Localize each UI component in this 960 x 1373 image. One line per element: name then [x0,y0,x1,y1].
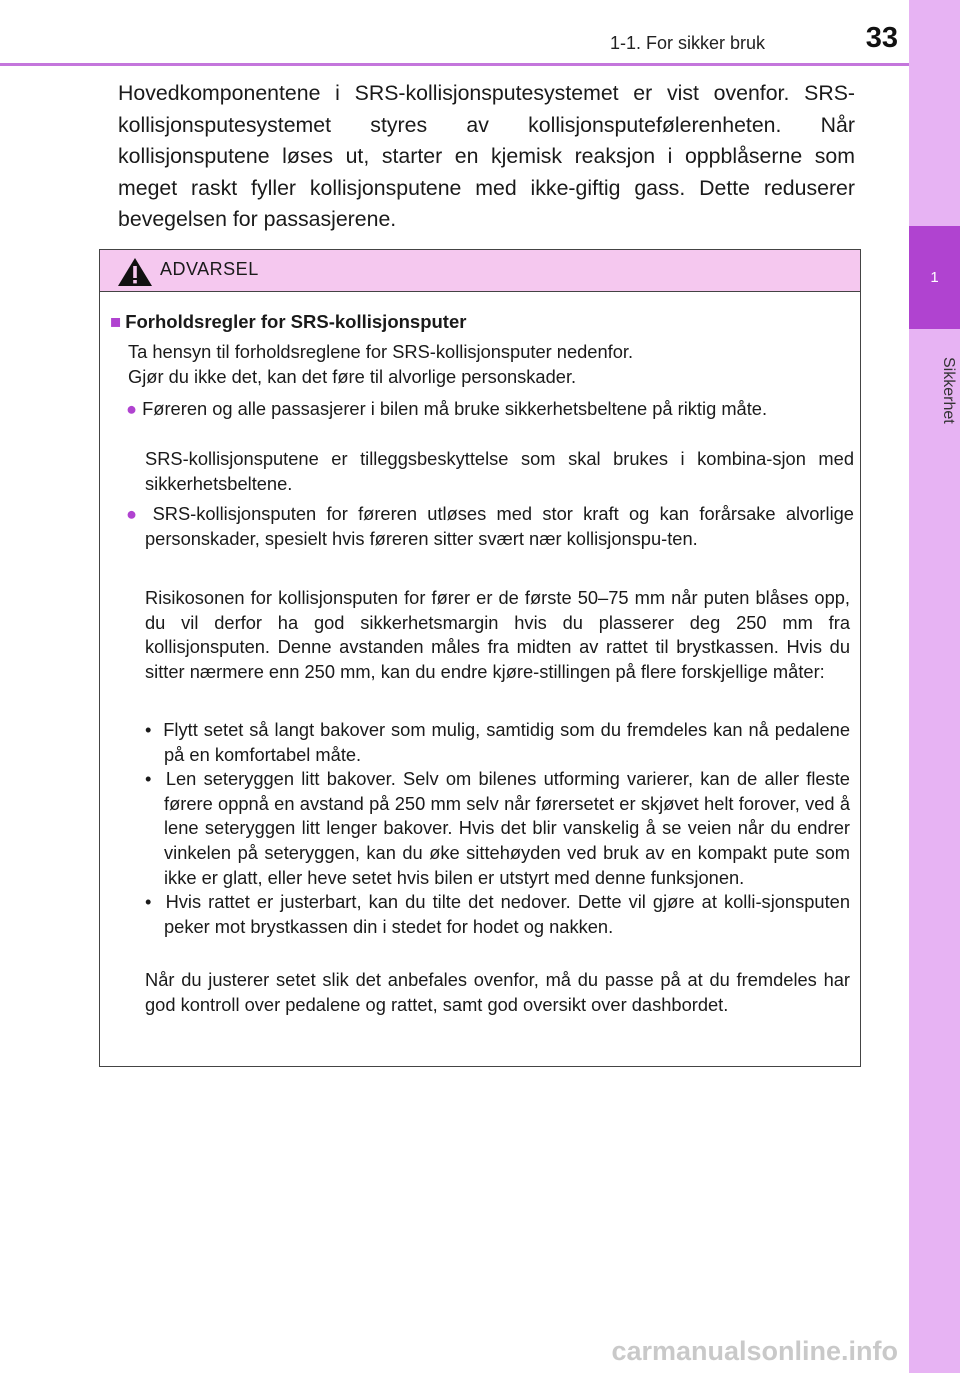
watermark: carmanualsonline.info [611,1336,898,1366]
list-item: • Hvis rattet er justerbart, kan du tilte det nedover. Dette vil gjøre at kolli-sjonsputen peker mot brystkassen din i stedet for hodet og nakken. [145,891,850,937]
warning-bullet-continuation: SRS-kollisjonsputene er tilleggsbeskyttelse som skal brukes i kombina-sjon med sikkerhetsbeltene. [145,448,854,494]
warning-bullet: ● SRS-kollisjonsputen for føreren utløses med stor kraft og kan forårsake alvorlige personskader, spesielt hvis føreren sitter svært nær kollisjonspu-ten. [126,503,854,549]
page-number: 33 [865,22,898,54]
warning-heading [110,310,466,335]
square-bullet-icon: ■ [110,311,122,332]
warning-header [100,250,860,292]
circle-bullet-icon: ● [126,503,143,524]
dot-bullet-icon: • [145,719,152,740]
dot-bullet-icon: • [145,891,152,913]
warning-intro-line: Gjør du ikke det, kan det føre til alvorlige personskader. [128,366,577,387]
risk-zone-paragraph: Risikosonen for kollisjonsputen for fører er de første 50–75 mm når puten blåses opp, du vil derfor ha god sikkerhetsmargin hvis du plasserer deg 250 mm fra kollisjonsputen. Denne avstanden måles fra midten av rattet til brystkassen. Hvis du sitter nærmere enn 250 mm, kan du endre kjøre-stillingen på flere forskjellige måter: [145,587,850,682]
closing-paragraph: Når du justerer setet slik det anbefales ovenfor, må du passe på at du fremdeles har god kontroll over pedalene og rattet, samt god oversikt over dashbordet. [145,969,850,1015]
chapter-side-tab [909,0,960,1373]
dot-bullet-icon: • [145,768,152,790]
warning-heading-text: Forholdsregler for SRS-kollisjonsputer [125,311,467,332]
warning-box [99,249,861,1067]
warning-intro-line: Ta hensyn til forholdsreglene for SRS-kollisjonsputer nedenfor. [128,341,634,362]
list-item: • Len seteryggen litt bakover. Selv om bilenes utforming varierer, kan de aller fleste førere oppnå en avstand på 250 mm selv når førersetet er skjøvet helt forover, ved å lene seteryggen litt lenger bakover. Hvis det blir vanskelig å se veien når du endrer vinkelen på seteryggen, kan du øke sittehøyden ved bruk av en kompakt pute som ikke er glatt, eller heve setet hvis bilen er utstyrt med denne funksjonen. [145,768,850,888]
chapter-name: Sikkerhet [940,356,957,424]
circle-bullet-icon: ● [126,398,138,419]
warning-triangle-icon [117,257,153,287]
list-item: • Flytt setet så langt bakover som mulig, samtidig som du fremdeles kan nå pedalene på en komfortabel måte. [145,719,850,765]
warning-bullet: ● Føreren og alle passasjerer i bilen må bruke sikkerhetsbeltene på riktig måte. [126,398,768,419]
header-divider [0,63,909,66]
warning-label: ADVARSEL [160,259,259,279]
chapter-number: 1 [909,226,960,329]
intro-paragraph: Hovedkomponentene i SRS-kollisjonsputesystemet er vist ovenfor. SRS-kollisjonsputesystemet styres av kollisjonsputefølerenheten. Når kollisjonsputene løses ut, starter en kjemisk reaksjon i oppblåserne som meget raskt fyller kollisjonsputene med ikke-giftig gass. Dette reduserer bevegelsen for passasjerene. [118,81,855,231]
adjustment-list [145,718,850,939]
section-title: 1-1. For sikker bruk [609,33,765,53]
